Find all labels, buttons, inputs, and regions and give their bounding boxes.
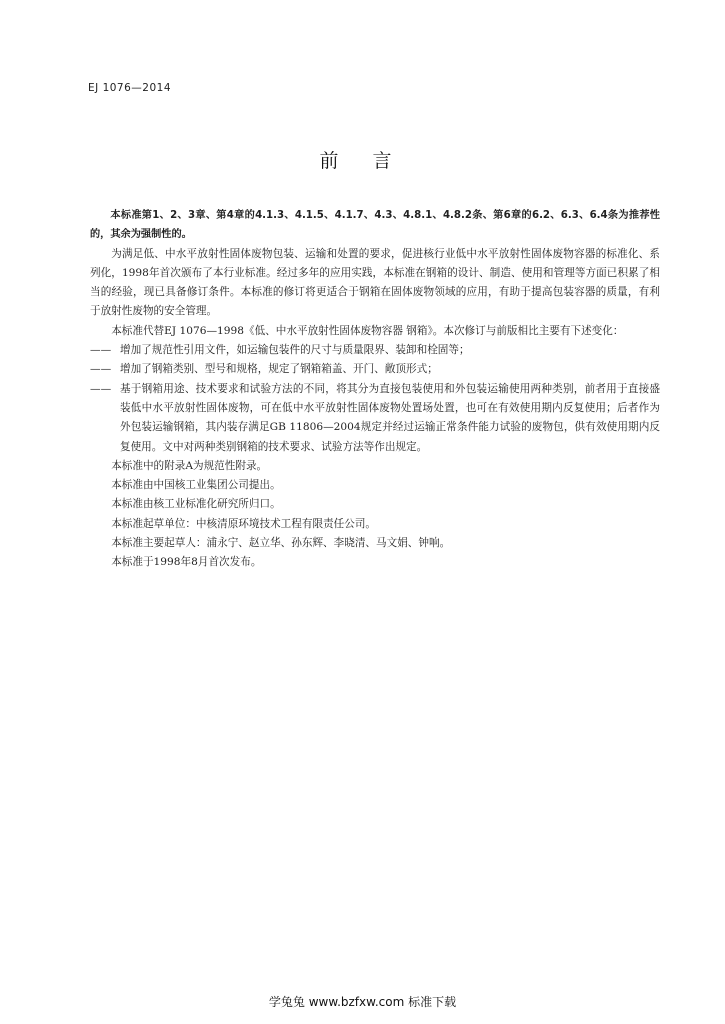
list-dash: ——	[90, 344, 112, 357]
change-item	[90, 380, 660, 457]
page-title: 前 言	[319, 150, 406, 172]
paragraph-responsible: 本标准由核工业标准化研究所归口。	[111, 498, 281, 511]
foreword-body	[90, 206, 660, 573]
paragraph-first-issue: 本标准于1998年8月首次发布。	[111, 556, 262, 569]
standard-code: EJ 1076—2014	[88, 82, 172, 94]
change-text: 增加了规范性引用文件，如运输包装件的尺寸与质量限界、装卸和栓固等；	[120, 344, 470, 357]
list-dash: ——	[90, 363, 112, 376]
change-item	[90, 360, 660, 379]
change-text: 增加了钢箱类别、型号和规格，规定了钢箱箱盖、开门、敞顶形式；	[120, 363, 438, 376]
paragraph-annex: 本标准中的附录A为规范性附录。	[111, 459, 268, 472]
paragraph-replacement: 本标准代替EJ 1076—1998《低、中水平放射性固体废物容器 钢箱》。本次修订与前版相比主要有下述变化：	[111, 324, 624, 337]
paragraph-drafters: 本标准主要起草人：浦永宁、赵立华、孙东辉、李晓清、马文娟、钟响。	[111, 537, 451, 550]
change-item	[90, 341, 660, 360]
paragraph-scope: 本标准第1、2、3章、第4章的4.1.3、4.1.5、4.1.7、4.3、4.8.1、4.8.2条、第6章的6.2、6.3、6.4条为推荐性的，其余为强制性的。	[90, 210, 660, 241]
footer-watermark: 学兔兔 www.bzfxw.com 标准下载	[268, 995, 457, 1009]
paragraph-drafting-unit: 本标准起草单位：中核清原环境技术工程有限责任公司。	[111, 517, 377, 530]
change-text: 基于钢箱用途、技术要求和试验方法的不同，将其分为直接包装使用和外包装运输使用两种类别，前者用于直接盛装低中水平放射性固体废物，可在低中水平放射性固体废物处置场处置，也可在有效使用期内反复使用；后者作为外包装运输钢箱，其内装存满足GB 11806—2004规定并经过运输正常条件能力试验的废物包，供有效使用期内反复使用。文中对两种类别钢箱的技术要求、试验方法等作出规定。	[120, 382, 660, 453]
list-dash: ——	[90, 382, 112, 395]
paragraph-proposer: 本标准由中国核工业集团公司提出。	[111, 479, 281, 492]
paragraph-background: 为满足低、中水平放射性固体废物包装、运输和处置的要求，促进核行业低中水平放射性固体废物容器的标准化、系列化，1998年首次颁布了本行业标准。经过多年的应用实践，本标准在钢箱的设计、制造、使用和管理等方面已积累了相当的经验，现已具备修订条件。本标准的修订将更适合于钢箱在固体废物领域的应用，有助于提高包装容器的质量，有利于放射性废物的安全管理。	[90, 247, 660, 318]
